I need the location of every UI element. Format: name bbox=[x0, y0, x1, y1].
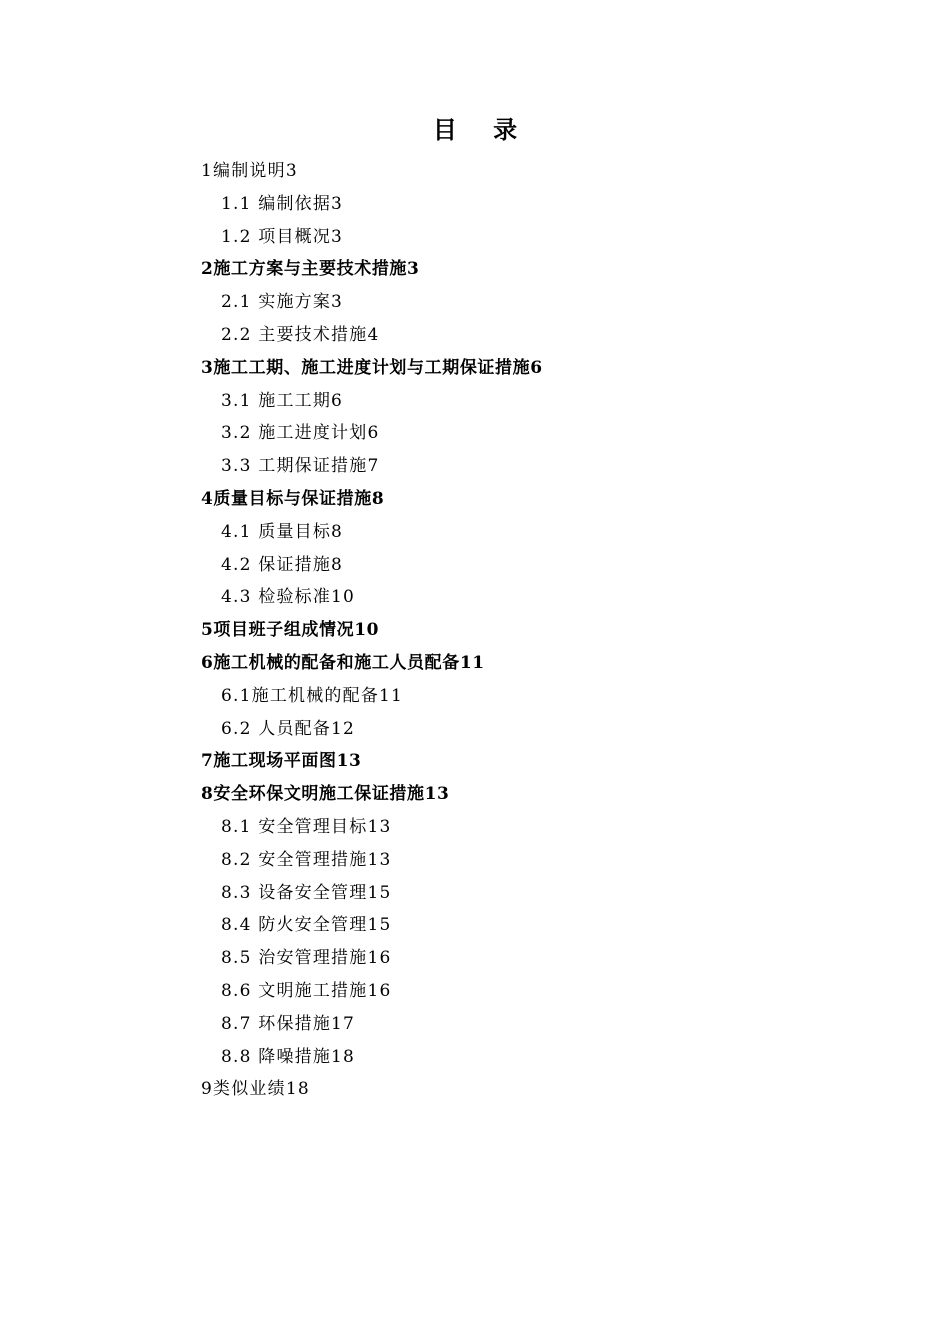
toc-entry-22[interactable]: 8.2 安全管理措施13 bbox=[221, 849, 392, 870]
toc-entry-3[interactable]: 1.2 项目概况3 bbox=[221, 226, 344, 247]
toc-entry-24[interactable]: 8.4 防火安全管理15 bbox=[221, 915, 392, 936]
toc-entry-7[interactable]: 3施工工期、施工进度计划与工期保证措施6 bbox=[201, 357, 543, 378]
toc-entry-20[interactable]: 8安全环保文明施工保证措施13 bbox=[201, 784, 450, 805]
toc-entry-18[interactable]: 6.2 人员配备12 bbox=[221, 718, 356, 739]
toc-entry-12[interactable]: 4.1 质量目标8 bbox=[221, 521, 344, 542]
toc-entry-13[interactable]: 4.2 保证措施8 bbox=[221, 554, 344, 575]
toc-entry-8[interactable]: 3.1 施工工期6 bbox=[221, 390, 344, 411]
toc-entry-4[interactable]: 2施工方案与主要技术措施3 bbox=[201, 259, 420, 280]
toc-entry-15[interactable]: 5项目班子组成情况10 bbox=[201, 620, 380, 641]
toc-entry-6[interactable]: 2.2 主要技术措施4 bbox=[221, 324, 380, 345]
toc-entry-5[interactable]: 2.1 实施方案3 bbox=[221, 292, 344, 313]
toc-list bbox=[201, 155, 801, 1106]
toc-entry-10[interactable]: 3.3 工期保证措施7 bbox=[221, 456, 380, 477]
toc-entry-11[interactable]: 4质量目标与保证措施8 bbox=[201, 488, 385, 509]
toc-entry-1[interactable]: 1编制说明3 bbox=[201, 161, 298, 181]
toc-entry-19[interactable]: 7施工现场平面图13 bbox=[201, 751, 362, 772]
toc-entry-28[interactable]: 8.8 降噪措施18 bbox=[221, 1046, 356, 1067]
toc-entry-29[interactable]: 9类似业绩18 bbox=[201, 1079, 310, 1100]
toc-entry-14[interactable]: 4.3 检验标准10 bbox=[221, 587, 356, 608]
toc-entry-9[interactable]: 3.2 施工进度计划6 bbox=[221, 423, 380, 444]
toc-entry-21[interactable]: 8.1 安全管理目标13 bbox=[221, 816, 392, 837]
toc-entry-17[interactable]: 6.1施工机械的配备11 bbox=[221, 685, 404, 706]
toc-entry-25[interactable]: 8.5 治安管理措施16 bbox=[221, 948, 392, 969]
toc-entry-16[interactable]: 6施工机械的配备和施工人员配备11 bbox=[201, 652, 485, 673]
toc-entry-2[interactable]: 1.1 编制依据3 bbox=[221, 193, 344, 214]
toc-entry-23[interactable]: 8.3 设备安全管理15 bbox=[221, 882, 392, 903]
toc-entry-26[interactable]: 8.6 文明施工措施16 bbox=[221, 980, 392, 1001]
toc-entry-27[interactable]: 8.7 环保措施17 bbox=[221, 1013, 356, 1034]
toc-title: 目 录 bbox=[432, 115, 532, 144]
